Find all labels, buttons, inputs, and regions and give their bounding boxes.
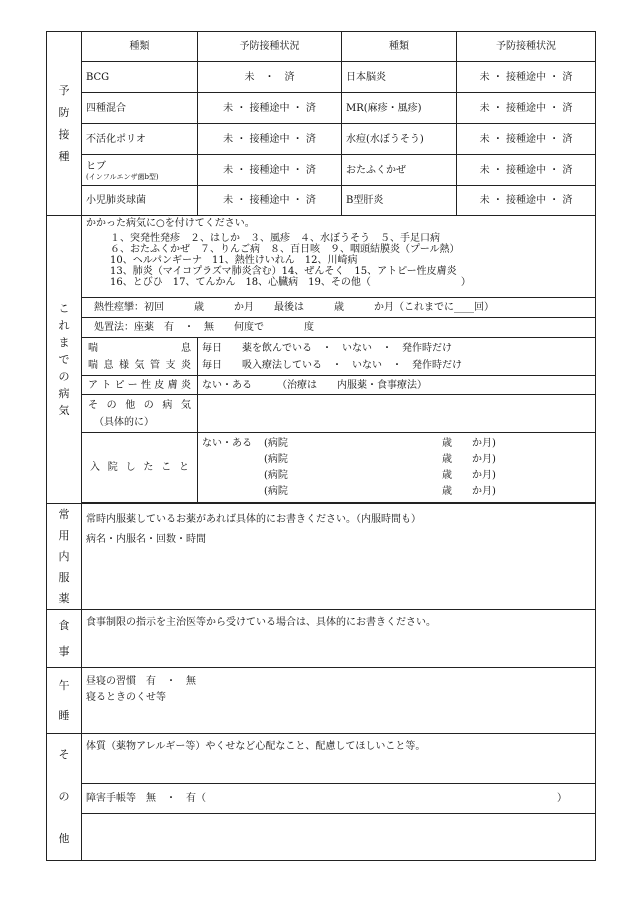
vaccine-name: おたふくかぜ: [342, 155, 457, 186]
vaccine-name: 小児肺炎球菌: [82, 186, 198, 216]
hospitalization-row: [47, 433, 596, 503]
medication-row: [47, 504, 596, 610]
other-concerns-instruction: 体質（薬物アレルギー等）やくせなど心配なこと、配慮してほしいこと等。: [86, 741, 426, 752]
vaccine-status[interactable]: 未 ・ 接種途中 ・ 済: [198, 93, 342, 124]
vaccine-status[interactable]: 未 ・ 接種途中 ・ 済: [457, 155, 596, 186]
nap-value-cell[interactable]: [82, 668, 596, 734]
health-form-table: [46, 31, 596, 861]
vaccine-status[interactable]: 未 ・ 接種途中 ・ 済: [198, 186, 342, 216]
diet-section-label: [47, 610, 82, 668]
asthmatic-bronchitis-label: 喘息様気管支炎: [88, 359, 191, 371]
diet-row: [47, 610, 596, 668]
nap-habit-line: 昼寝の習慣 有 ・ 無: [86, 676, 196, 687]
other-section-label: [47, 734, 82, 861]
other-illness-row: [47, 395, 596, 433]
nap-row: [47, 668, 596, 734]
illness-list-row: [47, 216, 596, 298]
vaccine-name: MR(麻疹・風疹): [342, 93, 457, 124]
hospitalization-value-cell[interactable]: [198, 433, 596, 503]
illness-list: [86, 230, 591, 288]
vaccine-name-cell: [82, 155, 198, 186]
handbook-cell[interactable]: [82, 784, 596, 861]
other-illness-label-cell: [82, 395, 198, 433]
atopy-value[interactable]: ない・ある （治療は 内服薬・食事療法）: [198, 376, 596, 395]
vaccine-row: [47, 124, 596, 155]
hospitalization-line: [202, 452, 591, 468]
asthma-inhaler-line: 毎日 吸入療法している ・ いない ・ 発作時だけ: [202, 359, 462, 371]
nap-section-label: [47, 668, 82, 734]
vaccine-status[interactable]: 未 ・ 接種途中 ・ 済: [198, 155, 342, 186]
other-illness-label: その他の病気: [88, 399, 191, 411]
illness-line: 13、肺炎（マイコプラズマ肺炎含む）14、ぜんそく 15、アトピー性皮膚炎: [110, 266, 457, 277]
hospital-field: (病院: [264, 437, 288, 449]
medication-section-label: [47, 504, 82, 610]
vaccine-status[interactable]: 未 ・ 接種途中 ・ 済: [457, 186, 596, 216]
vaccine-name: B型肝炎: [342, 186, 457, 216]
vaccine-status[interactable]: 未 ・ 接種途中 ・ 済: [457, 93, 596, 124]
hospitalization-prefix: ない・ある: [202, 437, 252, 449]
febrile-seizure-line[interactable]: 熱性痙攣：初回 歳 か月 最後は 歳 か月（これまでに____回）: [82, 298, 596, 318]
vaccine-name: BCG: [82, 62, 198, 93]
asthma-value-cell[interactable]: [198, 338, 596, 376]
history-section-label: [47, 216, 82, 504]
vaccine-status[interactable]: 未 ・ 済: [198, 62, 342, 93]
treatment-line[interactable]: 処置法：座薬 有 ・ 無 何度で 度: [82, 318, 596, 338]
hospitalization-label-cell: [82, 433, 198, 503]
other-section-text: その他: [58, 748, 70, 845]
vaccine-row: [47, 62, 596, 93]
handbook-label: 障害手帳等 無 ・ 有（: [86, 793, 206, 805]
diet-section-text: 食事: [58, 618, 70, 658]
vaccination-section-text: 予防接種: [58, 83, 70, 163]
other-illness-sublabel: （具体的に）: [94, 416, 154, 428]
vaccine-row: [47, 155, 596, 186]
vaccination-header-row: [47, 32, 596, 62]
hospitalization-line: [202, 468, 591, 484]
nap-sleep-habit-line: 寝るときのくせ等: [86, 692, 166, 703]
illness-line: １、突発性発疹 ２、はしか ３、風疹 ４、水ぼうそう ５、手足口病: [110, 233, 440, 244]
nap-section-text: 午睡: [58, 678, 70, 722]
handbook-close: ）: [557, 793, 567, 805]
vaccine-status[interactable]: 未 ・ 接種途中 ・ 済: [457, 124, 596, 155]
atopy-row: [47, 376, 596, 395]
vaccine-name: 日本脳炎: [342, 62, 457, 93]
illness-list-cell[interactable]: [82, 216, 596, 298]
header-type-right: 種類: [342, 32, 457, 62]
diet-instruction: 食事制限の指示を主治医等から受けている場合は、具体的にお書きください。: [86, 617, 436, 628]
vaccine-name-sub: (インフルエンザ菌b型): [86, 172, 159, 181]
hospitalization-line: [202, 484, 591, 500]
illness-line: ６、おたふくかぜ ７、りんご病 ８、百日咳 ９、咽頭結膜炎（プール熱）: [110, 244, 460, 255]
handbook-row: [47, 784, 596, 861]
hospital-age-field: 歳 か月): [442, 453, 496, 465]
other-illness-value[interactable]: [198, 395, 596, 433]
other-concerns-cell[interactable]: [82, 734, 596, 784]
illness-line: 16、とびひ 17、てんかん 18、心臓病 19、その他（ ）: [110, 277, 471, 288]
vaccine-name: 四種混合: [82, 93, 198, 124]
hospital-age-field: 歳 か月): [442, 469, 496, 481]
diet-value-cell[interactable]: [82, 610, 596, 668]
treatment-row: [47, 318, 596, 338]
hospital-field: (病院: [264, 485, 288, 497]
asthma-row: [47, 338, 596, 376]
vaccine-row: [47, 93, 596, 124]
hospitalization-line: [202, 436, 591, 452]
medication-value-cell[interactable]: [82, 504, 596, 610]
vaccination-section-label: [47, 32, 82, 216]
medication-section-text: 常用内服薬: [58, 508, 70, 605]
vaccine-row: [47, 186, 596, 216]
asthma-label-cell: [82, 338, 198, 376]
febrile-row: [47, 298, 596, 318]
hospital-field: (病院: [264, 453, 288, 465]
illness-instruction: かかった病気に○を付けてください。: [86, 218, 255, 229]
hospitalization-label: 入院したこと: [90, 462, 189, 473]
vaccine-name: 水痘(水ぼうそう): [342, 124, 457, 155]
vaccine-name: ヒブ: [86, 160, 106, 172]
medication-fields: 病名・内服名・回数・時間: [86, 534, 206, 545]
medication-instruction: 常時内服薬しているお薬があれば具体的にお書きください。（内服時間も）: [86, 514, 421, 525]
vaccine-status[interactable]: 未 ・ 接種途中 ・ 済: [457, 62, 596, 93]
hospital-age-field: 歳 か月): [442, 485, 496, 497]
asthma-medicine-line: 毎日 薬を飲んでいる ・ いない ・ 発作時だけ: [202, 342, 452, 354]
atopy-label: アトピー性皮膚炎: [82, 376, 198, 395]
history-section-text: これまでの病気: [58, 302, 70, 417]
illness-line: 10、ヘルパンギーナ 11、熱性けいれん 12、川崎病: [110, 255, 358, 266]
handbook-line: [82, 784, 595, 814]
header-status-right: 予防接種状況: [457, 32, 596, 62]
header-type-left: 種類: [82, 32, 198, 62]
other-concerns-row: [47, 734, 596, 784]
hospital-field: (病院: [264, 469, 288, 481]
hospital-age-field: 歳 か月): [442, 437, 496, 449]
asthma-label: 喘 息: [88, 342, 191, 354]
header-status-left: 予防接種状況: [198, 32, 342, 62]
vaccine-name: 不活化ポリオ: [82, 124, 198, 155]
vaccine-status[interactable]: 未 ・ 接種途中 ・ 済: [198, 124, 342, 155]
